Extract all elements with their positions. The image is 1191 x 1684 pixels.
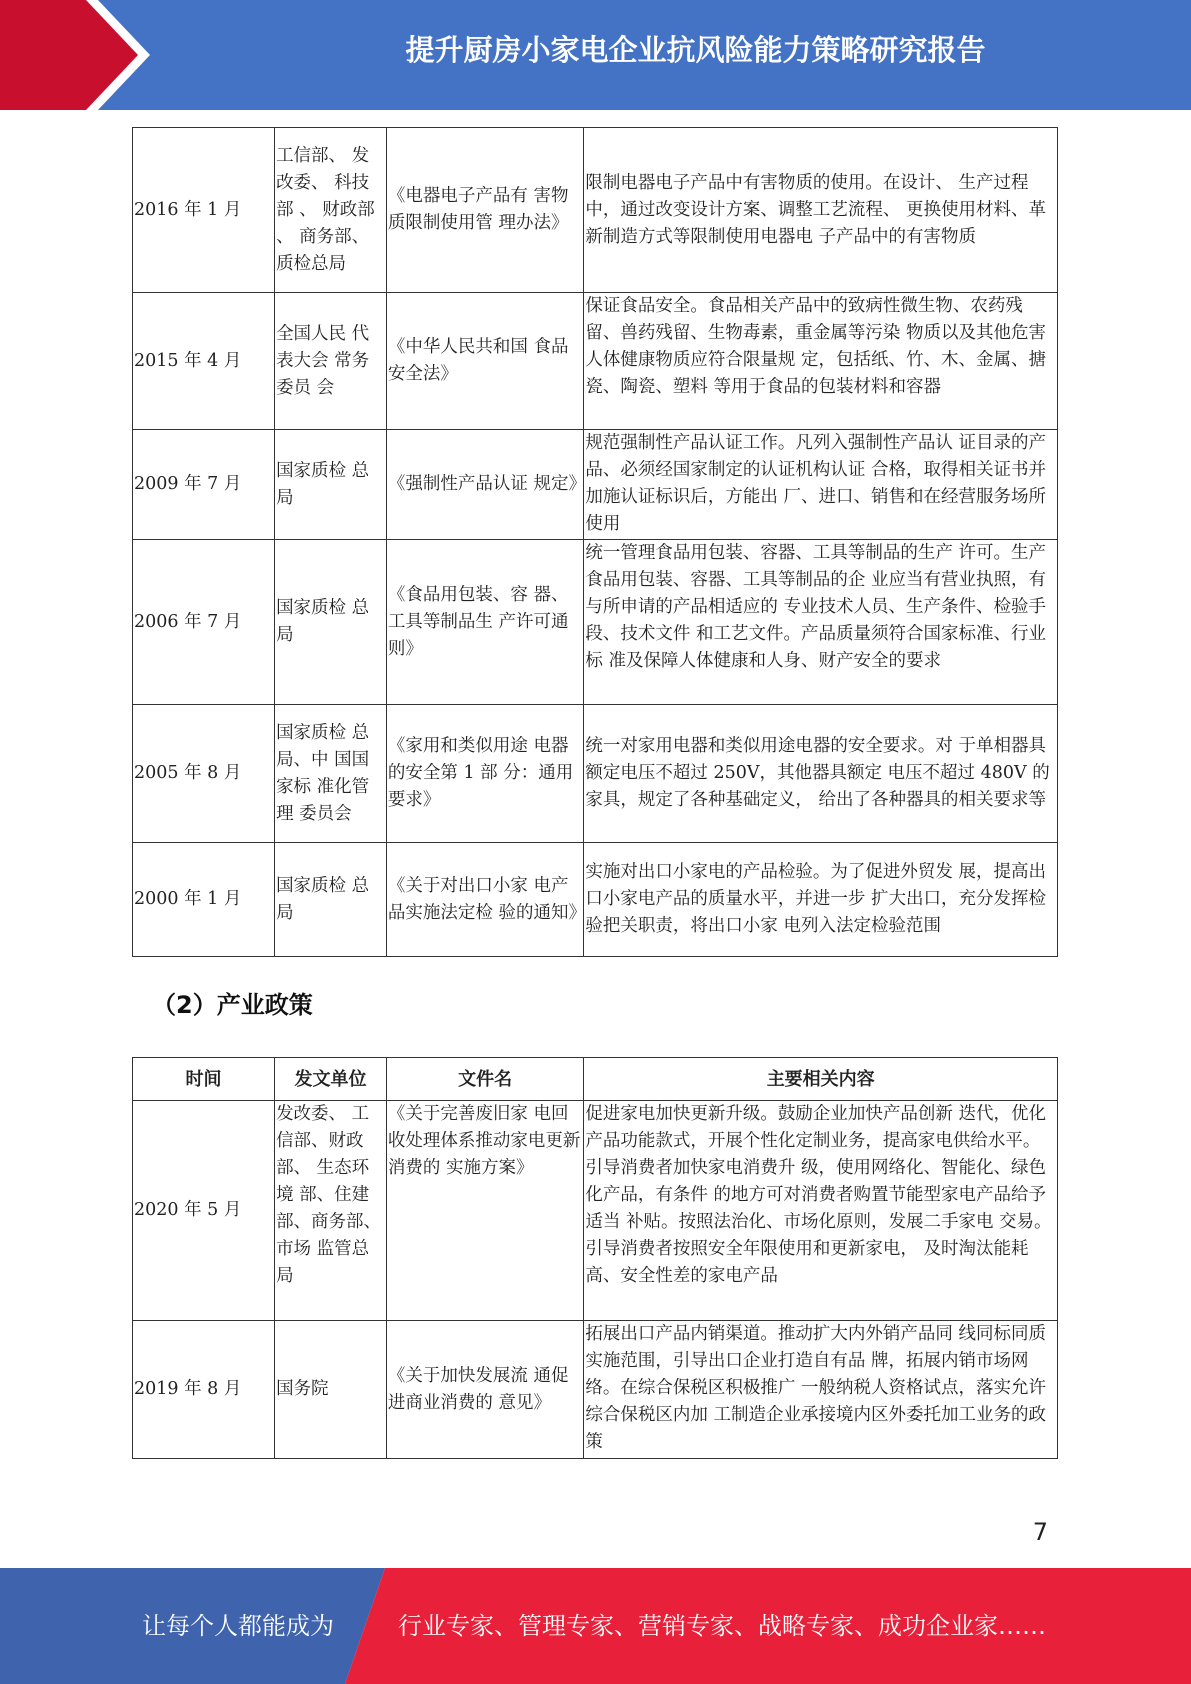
table-row <box>133 705 1058 843</box>
content-cell: 限制电器电子产品中有害物质的使用。在设计、 生产过程中，通过改变设计方案、调整工艺流程、 更换使用材料、革新制造方式等限制使用电器电 子产品中的有害物质 <box>584 128 1058 293</box>
column-header-content: 主要相关内容 <box>584 1058 1058 1101</box>
industry-policy-table <box>132 1057 1058 1459</box>
unit-cell: 国家质检 总局 <box>275 843 387 957</box>
document-cell: 《关于完善废旧家 电回收处理体系推动家电更新消费的 实施方案》 <box>386 1101 583 1321</box>
unit-cell: 国务院 <box>275 1321 387 1459</box>
content-cell: 拓展出口产品内销渠道。推动扩大内外销产品同 线同标同质实施范围，引导出口企业打造自有品 牌，拓展内销市场网络。在综合保税区积极推广 一般纳税人资格试点，落实允许综合保税区内加 工制造企业承接境内区外委托加工业务的政策 <box>584 1321 1058 1459</box>
table-row <box>133 128 1058 293</box>
unit-cell: 工信部、 发改委、 科技部 、 财政部 、 商务部、 质检总局 <box>275 128 387 293</box>
document-cell: 《家用和类似用途 电器的安全第 1 部 分：通用要求》 <box>386 705 583 843</box>
time-cell: 2006 年 7 月 <box>133 540 275 705</box>
red-chevron-logo <box>0 0 155 110</box>
document-cell: 《电器电子产品有 害物质限制使用管 理办法》 <box>386 128 583 293</box>
time-cell: 2016 年 1 月 <box>133 128 275 293</box>
page-footer <box>0 1568 1191 1684</box>
column-header-unit: 发文单位 <box>275 1058 387 1101</box>
document-cell: 《强制性产品认证 规定》 <box>386 430 583 540</box>
page-header <box>0 0 1191 110</box>
table-row <box>133 540 1058 705</box>
unit-cell: 全国人民 代表大会 常务委员 会 <box>275 293 387 430</box>
time-cell: 2009 年 7 月 <box>133 430 275 540</box>
time-cell: 2005 年 8 月 <box>133 705 275 843</box>
document-cell: 《关于加快发展流 通促进商业消费的 意见》 <box>386 1321 583 1459</box>
time-cell: 2000 年 1 月 <box>133 843 275 957</box>
report-title: 提升厨房小家电企业抗风险能力策略研究报告 <box>405 33 986 67</box>
content-cell: 统一对家用电器和类似用途电器的安全要求。对 于单相器具额定电压不超过 250V，其他器具额定 电压不超过 480V 的家具，规定了各种基础定义， 给出了各种器具的相关要求等 <box>584 705 1058 843</box>
content-cell: 实施对出口小家电的产品检验。为了促进外贸发 展，提高出口小家电产品的质量水平，并进一步 扩大出口，充分发挥检验把关职责，将出口小家 电列入法定检验范围 <box>584 843 1058 957</box>
table-row <box>133 430 1058 540</box>
table-row <box>133 1321 1058 1459</box>
section-heading: （2）产业政策 <box>152 991 313 1019</box>
table-row <box>133 293 1058 430</box>
document-cell: 《中华人民共和国 食品安全法》 <box>386 293 583 430</box>
table-row <box>133 1101 1058 1321</box>
column-header-document: 文件名 <box>386 1058 583 1101</box>
unit-cell: 国家质检 总局 <box>275 430 387 540</box>
footer-slogan-left: 让每个人都能成为 <box>142 1612 334 1640</box>
unit-cell: 发改委、 工信部、财政部、 生态环境 部、住建部、商务部、市场 监管总局 <box>275 1101 387 1321</box>
document-cell: 《食品用包装、容 器、工具等制品生 产许可通则》 <box>386 540 583 705</box>
unit-cell: 国家质检 总局 <box>275 540 387 705</box>
regulation-table <box>132 127 1058 957</box>
page-number: 7 <box>1032 1518 1048 1546</box>
table-row <box>133 843 1058 957</box>
content-cell: 规范强制性产品认证工作。凡列入强制性产品认 证目录的产品、必须经国家制定的认证机构认证 合格，取得相关证书并加施认证标识后，方能出 厂、进口、销售和在经营服务场所使用 <box>584 430 1058 540</box>
time-cell: 2015 年 4 月 <box>133 293 275 430</box>
time-cell: 2020 年 5 月 <box>133 1101 275 1321</box>
time-cell: 2019 年 8 月 <box>133 1321 275 1459</box>
column-header-time: 时间 <box>133 1058 275 1101</box>
unit-cell: 国家质检 总局、中 国国家标 准化管理 委员会 <box>275 705 387 843</box>
content-cell: 促进家电加快更新升级。鼓励企业加快产品创新 迭代，优化产品功能款式，开展个性化定制业务，提高家电供给水平。引导消费者加快家电消费升 级，使用网络化、智能化、绿色化产品，有条件 的地方可对消费者购置节能型家电产品给予适当 补贴。按照法治化、市场化原则，发展二手家电 交易。引导消费者按照安全年限使用和更新家电， 及时淘汰能耗高、安全性差的家电产品 <box>584 1101 1058 1321</box>
content-cell: 统一管理食品用包装、容器、工具等制品的生产 许可。生产食品用包装、容器、工具等制品的企 业应当有营业执照，有与所申请的产品相适应的 专业技术人员、生产条件、检验手段、技术文件 和工艺文件。产品质量须符合国家标准、行业标 准及保障人体健康和人身、财产安全的要求 <box>584 540 1058 705</box>
table-header-row <box>133 1058 1058 1101</box>
document-cell: 《关于对出口小家 电产品实施法定检 验的通知》 <box>386 843 583 957</box>
content-cell: 保证食品安全。食品相关产品中的致病性微生物、农药残留、兽药残留、生物毒素，重金属等污染 物质以及其他危害人体健康物质应符合限量规 定，包括纸、竹、木、金属、搪瓷、陶瓷、塑料 等用于食品的包装材料和容器 <box>584 293 1058 430</box>
footer-slogan-right: 行业专家、管理专家、营销专家、战略专家、成功企业家…… <box>398 1612 1046 1640</box>
